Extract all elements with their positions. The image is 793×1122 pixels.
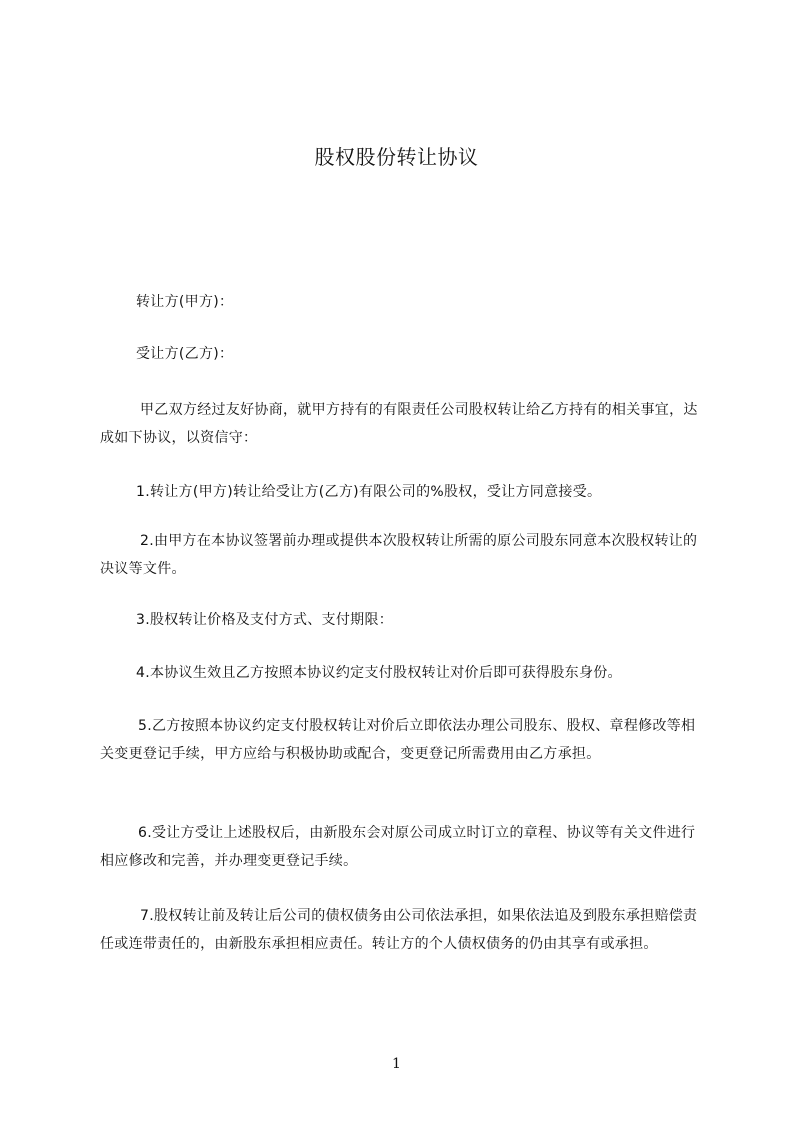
- document-title: 股权股份转让协议: [314, 145, 479, 169]
- transferor-field: 转让方(甲方)：: [136, 294, 234, 310]
- clause-6: 6.受让方受让上述股权后，由新股东会对原公司成立时订立的章程、协议等有关文件进行相应修改和完善，并办理变更登记手续。: [100, 825, 696, 869]
- clause-3: 3.股权转让价格及支付方式、支付期限：: [136, 612, 394, 628]
- clause-2: 2.由甲方在本协议签署前办理或提供本次股权转让所需的原公司股东同意本次股权转让的决议等文件。: [100, 533, 698, 577]
- clause-5: 5.乙方按照本协议约定支付股权转让对价后立即依法办理公司股东、股权、章程修改等相关变更登记手续，甲方应给与积极协助或配合，变更登记所需费用由乙方承担。: [100, 718, 696, 762]
- intro-paragraph: 甲乙双方经过友好协商，就甲方持有的有限责任公司股权转让给乙方持有的相关事宜，达成如下协议，以资信守：: [100, 402, 698, 446]
- clause-4: 4.本协议生效且乙方按照本协议约定支付股权转让对价后即可获得股东身份。: [136, 665, 622, 681]
- clause-7: 7.股权转让前及转让后公司的债权债务由公司依法承担，如果依法追及到股东承担赔偿责任或连带责任的，由新股东承担相应责任。转让方的个人债权债务的仍由其享有或承担。: [100, 908, 698, 952]
- transferee-field: 受让方(乙方)：: [136, 346, 234, 362]
- clause-1: 1.转让方(甲方)转让给受让方(乙方)有限公司的%股权，受让方同意接受。: [136, 484, 602, 500]
- page-number: 1: [392, 1056, 401, 1072]
